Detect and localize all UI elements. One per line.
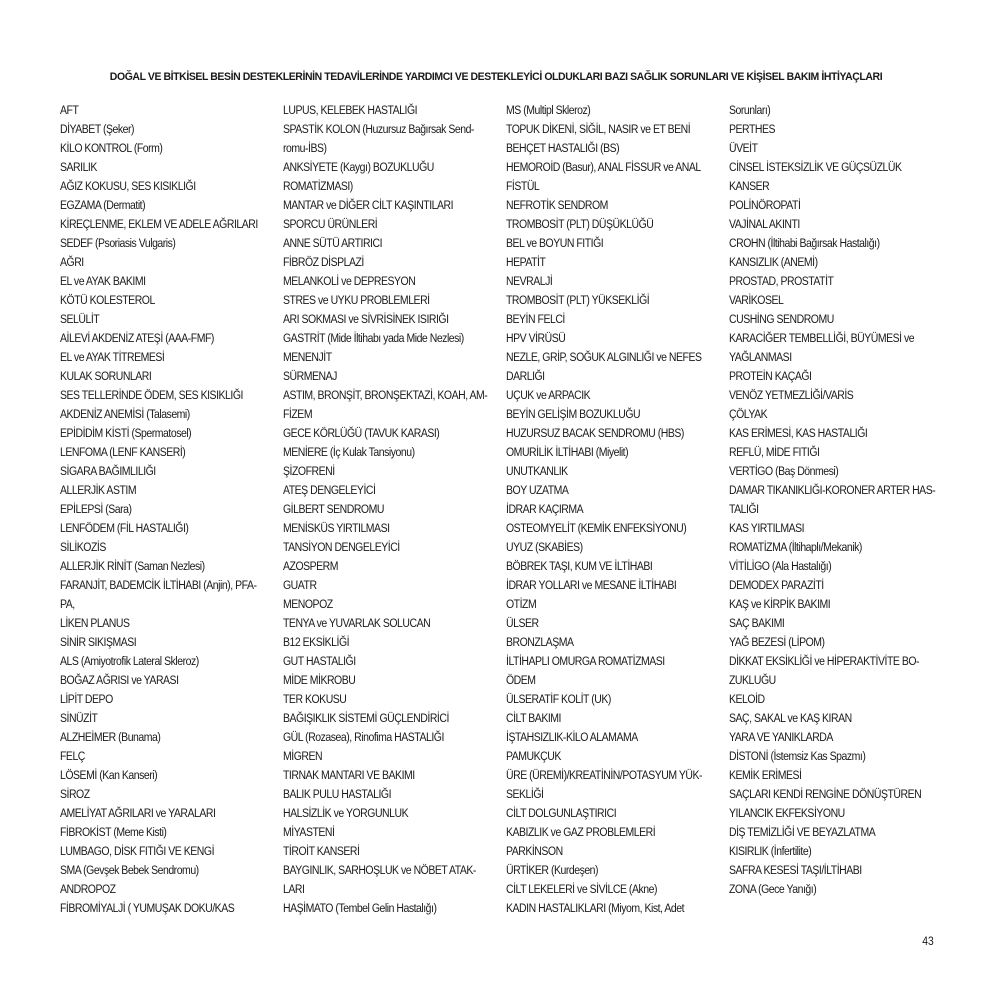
list-item: KANSIZLIK (ANEMİ)	[729, 255, 818, 269]
list-item: MANTAR ve DİĞER CİLT KAŞINTILARI	[283, 198, 454, 212]
list-item: CİLT LEKELERİ ve SİVİLCE (Akne)	[506, 882, 657, 896]
list-item: VARİKOSEL	[729, 293, 784, 307]
list-item: LİPİT DEPO	[60, 692, 113, 706]
list-item: FİBROKİST (Meme Kisti)	[60, 825, 167, 839]
list-item: ANDROPOZ	[60, 882, 116, 896]
list-item: AİLEVİ AKDENİZ ATEŞİ (AAA-FMF)	[60, 331, 214, 345]
list-item: GASTRİT (Mide İltihabı yada Mide Nezlesi)	[283, 331, 464, 345]
list-item: BÖBREK TAŞI, KUM VE İLTİHABI	[506, 559, 653, 573]
page-title: DOĞAL VE BİTKİSEL BESİN DESTEKLERİNİN TEDAVİLERİNDE YARDIMCI VE DESTEKLEYİCİ OLDUKLARI BAZI SAĞLIK SORUNLARI VE KİŞİSEL BAKIM İHTİYAÇLARI	[109, 71, 883, 83]
list-item: SAÇ, SAKAL ve KAŞ KIRAN	[729, 711, 852, 725]
list-item: TER KOKUSU	[283, 692, 347, 706]
list-item: LUMBAGO, DİSK FITIĞI VE KENGİ	[60, 844, 215, 858]
list-item: SİGARA BAĞIMLILIĞI	[60, 464, 156, 478]
list-item: MENİERE (İç Kulak Tansiyonu)	[283, 445, 415, 459]
list-item: LÖSEMİ (Kan Kanseri)	[60, 768, 158, 782]
list-item: İDRAR KAÇIRMA	[506, 502, 584, 516]
list-item: TROMBOSİT (PLT) DÜŞÜKLÜĞÜ	[506, 217, 654, 231]
list-item: YAĞLANMASI	[729, 350, 792, 364]
list-item: BOĞAZ AĞRISI ve YARASI	[60, 673, 179, 687]
list-item: ÜVEİT	[729, 141, 758, 155]
list-item: GİLBERT SENDROMU	[283, 502, 384, 516]
list-item: NEVRALJİ	[506, 274, 553, 288]
list-item: SARILIK	[60, 160, 97, 174]
list-item: BEHÇET HASTALIĞI (BS)	[506, 141, 620, 155]
list-item: KAS YIRTILMASI	[729, 521, 805, 535]
list-item: OTİZM	[506, 597, 537, 611]
list-item: İLTİHAPLI OMURGA ROMATİZMASI	[506, 654, 665, 668]
list-item: MENİSKÜS YIRTILMASI	[283, 521, 390, 535]
list-item: ALLERJİK RİNİT (Saman Nezlesi)	[60, 559, 205, 573]
list-item: BOY UZATMA	[506, 483, 569, 497]
list-item: HALSİZLİK ve YORGUNLUK	[283, 806, 409, 820]
list-item: OMURİLİK İLTİHABI (Miyelit)	[506, 445, 629, 459]
list-item: PROTEİN KAÇAĞI	[729, 369, 812, 383]
list-item: EPİDİDİM KİSTİ (Spermatosel)	[60, 426, 192, 440]
list-item: FARANJİT, BADEMCİK İLTİHABI (Anjin), PFA-	[60, 578, 257, 592]
list-item: YILANCIK EKFEKSİYONU	[729, 806, 845, 820]
list-item: SES TELLERİNDE ÖDEM, SES KISIKLIĞI	[60, 388, 243, 402]
list-item: PA,	[60, 597, 75, 611]
list-item: FELÇ	[60, 749, 85, 763]
list-item: BALIK PULU HASTALIĞI	[283, 787, 392, 801]
list-item: NEZLE, GRİP, SOĞUK ALGINLIĞI ve NEFES	[506, 350, 702, 364]
entries-columns	[60, 101, 936, 921]
list-item: LENFÖDEM (FİL HASTALIĞI)	[60, 521, 189, 535]
list-item: SMA (Gevşek Bebek Sendromu)	[60, 863, 199, 877]
list-item: BAĞIŞIKLIK SİSTEMİ GÜÇLENDİRİCİ	[283, 711, 449, 725]
list-item: LARI	[283, 882, 305, 896]
list-item: MELANKOLİ ve DEPRESYON	[283, 274, 416, 288]
list-item: DİŞ TEMİZLİĞİ VE BEYAZLATMA	[729, 825, 876, 839]
list-item: MİYASTENİ	[283, 825, 335, 839]
list-item: AMELİYAT AĞRILARI ve YARALARI	[60, 806, 216, 820]
list-item: DİYABET (Şeker)	[60, 122, 135, 136]
list-item: ANNE SÜTÜ ARTIRICI	[283, 236, 383, 250]
list-item: TANSİYON DENGELEYİCİ	[283, 540, 400, 554]
list-item: DEMODEX PARAZİTİ	[729, 578, 824, 592]
list-item: HPV VİRÜSÜ	[506, 331, 566, 345]
list-item: BEL ve BOYUN FITIĞI	[506, 236, 604, 250]
list-item: KÖTÜ KOLESTEROL	[60, 293, 155, 307]
list-item: KARACİĞER TEMBELLİĞİ, BÜYÜMESİ ve	[729, 331, 915, 345]
list-item: TOPUK DİKENİ, SİĞİL, NASIR ve ET BENİ	[506, 122, 691, 136]
list-item: KEMİK ERİMESİ	[729, 768, 802, 782]
list-item: GUATR	[283, 578, 317, 592]
list-item: HAŞİMATO (Tembel Gelin Hastalığı)	[283, 901, 437, 915]
column-3	[506, 101, 716, 918]
list-item: BEYİN FELCİ	[506, 312, 565, 326]
list-item: GÜL (Rozasea), Rinofima HASTALIĞI	[283, 730, 444, 744]
list-item: FİBROMİYALJİ ( YUMUŞAK DOKU/KAS	[60, 901, 235, 915]
list-item: AĞRI	[60, 255, 84, 269]
list-item: KADIN HASTALIKLARI (Miyom, Kist, Adet	[506, 901, 685, 915]
list-item: B12 EKSİKLİĞİ	[283, 635, 350, 649]
list-item: TALIĞI	[729, 502, 759, 516]
list-item: UYUZ (SKABİES)	[506, 540, 583, 554]
list-item: SİNİR SIKIŞMASI	[60, 635, 137, 649]
list-item: AKDENİZ ANEMİSİ (Talasemi)	[60, 407, 190, 421]
list-item: MİDE MİKROBU	[283, 673, 356, 687]
page-number: 43	[922, 936, 934, 948]
list-item: SEKLİĞİ	[506, 787, 544, 801]
list-item: HEPATİT	[506, 255, 546, 269]
list-item: SİLİKOZİS	[60, 540, 106, 554]
list-item: CİNSEL İSTEKSİZLİK VE GÜÇSÜZLÜK	[729, 160, 902, 174]
list-item: ŞİZOFRENİ	[283, 464, 335, 478]
list-item: KİREÇLENME, EKLEM VE ADELE AĞRILARI	[60, 217, 258, 231]
list-item: ROMATİZMASI)	[283, 179, 353, 193]
list-item: DAMAR TIKANIKLIĞI-KORONER ARTER HAS-	[729, 483, 936, 497]
list-item: KAŞ ve KİRPİK BAKIMI	[729, 597, 831, 611]
list-item: HEMOROİD (Basur), ANAL FİSSUR ve ANAL	[506, 160, 701, 174]
list-item: KULAK SORUNLARI	[60, 369, 152, 383]
list-item: BRONZLAŞMA	[506, 635, 574, 649]
list-item: MENOPOZ	[283, 597, 333, 611]
list-item: SAFRA KESESİ TAŞI/İLTİHABI	[729, 863, 862, 877]
list-item: YAĞ BEZESİ (LİPOM)	[729, 635, 825, 649]
column-1	[60, 101, 270, 918]
list-item: ZUKLUĞU	[729, 673, 776, 687]
list-item: ÜRE (ÜREMİ)/KREATİNİN/POTASYUM YÜK-	[506, 768, 702, 782]
list-item: romu-İBS)	[283, 141, 327, 155]
list-item: NEFROTİK SENDROM	[506, 198, 608, 212]
list-item: ÖDEM	[506, 673, 536, 687]
list-item: PARKİNSON	[506, 844, 563, 858]
list-item: AFT	[60, 103, 79, 117]
list-item: PROSTAD, PROSTATİT	[729, 274, 834, 288]
list-item: ALS (Amiyotrofik Lateral Skleroz)	[60, 654, 199, 668]
list-item: GECE KÖRLÜĞÜ (TAVUK KARASI)	[283, 426, 440, 440]
list-item: YARA VE YANIKLARDA	[729, 730, 833, 744]
list-item: HUZURSUZ BACAK SENDROMU (HBS)	[506, 426, 684, 440]
list-item: FİBRÖZ DİSPLAZİ	[283, 255, 364, 269]
list-item: SELÜLİT	[60, 312, 100, 326]
list-item: KISIRLIK (İnfertilite)	[729, 844, 812, 858]
list-item: CİLT DOLGUNLAŞTIRICI	[506, 806, 617, 820]
list-item: SİROZ	[60, 787, 90, 801]
list-item: ALLERJİK ASTIM	[60, 483, 137, 497]
list-item: MİGREN	[283, 749, 323, 763]
list-item: TIRNAK MANTARI VE BAKIMI	[283, 768, 415, 782]
list-item: ÇÖLYAK	[729, 407, 768, 421]
list-item: STRES ve UYKU PROBLEMLERİ	[283, 293, 430, 307]
list-item: CROHN (İltihabi Bağırsak Hastalığı)	[729, 236, 880, 250]
list-item: AZOSPERM	[283, 559, 339, 573]
list-item: SÜRMENAJ	[283, 369, 337, 383]
column-4	[729, 101, 936, 899]
list-item: ATEŞ DENGELEYİCİ	[283, 483, 376, 497]
list-item: LİKEN PLANUS	[60, 616, 130, 630]
list-item: ARI SOKMASI ve SİVRİSİNEK ISIRIĞI	[283, 312, 449, 326]
list-item: LUPUS, KELEBEK HASTALIĞI	[283, 103, 418, 117]
list-item: KELOİD	[729, 692, 765, 706]
list-item: KİLO KONTROL (Form)	[60, 141, 163, 155]
list-item: ALZHEİMER (Bunama)	[60, 730, 161, 744]
list-item: BEYİN GELİŞİM BOZUKLUĞU	[506, 407, 641, 421]
list-item: KAS ERİMESİ, KAS HASTALIĞI	[729, 426, 868, 440]
list-item: SAÇ BAKIMI	[729, 616, 785, 630]
list-item: GUT HASTALIĞI	[283, 654, 356, 668]
list-item: ASTIM, BRONŞİT, BRONŞEKTAZİ, KOAH, AM-	[283, 388, 488, 402]
list-item: ÜLSER	[506, 616, 539, 630]
list-item: SİNÜZİT	[60, 711, 98, 725]
list-item: Sorunları)	[729, 103, 771, 117]
list-item: VİTİLİGO (Ala Hastalığı)	[729, 559, 832, 573]
list-item: KABIZLIK ve GAZ PROBLEMLERİ	[506, 825, 656, 839]
list-item: TENYA ve YUVARLAK SOLUCAN	[283, 616, 431, 630]
list-item: ANKSİYETE (Kaygı) BOZUKLUĞU	[283, 160, 434, 174]
list-item: ZONA (Gece Yanığı)	[729, 882, 817, 896]
list-item: FİSTÜL	[506, 179, 540, 193]
list-item: FİZEM	[283, 407, 313, 421]
list-item: ÜLSERATİF KOLİT (UK)	[506, 692, 611, 706]
list-item: EL ve AYAK BAKIMI	[60, 274, 146, 288]
list-item: TROMBOSİT (PLT) YÜKSEKLİĞİ	[506, 293, 650, 307]
list-item: AĞIZ KOKUSU, SES KISIKLIĞI	[60, 179, 196, 193]
list-item: PAMUKÇUK	[506, 749, 561, 763]
list-item: VERTİGO (Baş Dönmesi)	[729, 464, 839, 478]
list-item: ROMATİZMA (İltihaplı/Mekanik)	[729, 540, 862, 554]
list-item: SAÇLARI KENDİ RENGİNE DÖNÜŞTÜREN	[729, 787, 922, 801]
list-item: DİSTONİ (İstemsiz Kas Spazmı)	[729, 749, 866, 763]
list-item: EGZAMA (Dermatit)	[60, 198, 146, 212]
list-item: CUSHİNG SENDROMU	[729, 312, 834, 326]
list-item: SPASTİK KOLON (Huzursuz Bağırsak Send-	[283, 122, 474, 136]
list-item: İDRAR YOLLARI ve MESANE İLTİHABI	[506, 578, 677, 592]
list-item: BAYGINLIK, SARHOŞLUK ve NÖBET ATAK-	[283, 863, 476, 877]
list-item: EPİLEPSİ (Sara)	[60, 502, 132, 516]
list-item: OSTEOMYELİT (KEMİK ENFEKSİYONU)	[506, 521, 687, 535]
list-item: SEDEF (Psoriasis Vulgaris)	[60, 236, 176, 250]
list-item: DARLIĞI	[506, 369, 545, 383]
column-2	[283, 101, 493, 918]
list-item: UÇUK ve ARPACIK	[506, 388, 591, 402]
list-item: CİLT BAKIMI	[506, 711, 561, 725]
list-item: TİROİT KANSERİ	[283, 844, 360, 858]
list-item: VENÖZ YETMEZLİĞİ/VARİS	[729, 388, 854, 402]
list-item: MS (Multipl Skleroz)	[506, 103, 591, 117]
list-item: POLİNÖROPATİ	[729, 198, 801, 212]
list-item: LENFOMA (LENF KANSERİ)	[60, 445, 186, 459]
list-item: KANSER	[729, 179, 770, 193]
list-item: PERTHES	[729, 122, 776, 136]
list-item: REFLÜ, MİDE FITIĞI	[729, 445, 820, 459]
list-item: DİKKAT EKSİKLİĞİ ve HİPERAKTİVİTE BO-	[729, 654, 920, 668]
list-item: UNUTKANLIK	[506, 464, 568, 478]
list-item: EL ve AYAK TİTREMESİ	[60, 350, 165, 364]
list-item: İŞTAHSIZLIK-KİLO ALAMAMA	[506, 730, 638, 744]
list-item: ÜRTİKER (Kurdeşen)	[506, 863, 599, 877]
list-item: SPORCU ÜRÜNLERİ	[283, 217, 378, 231]
list-item: VAJİNAL AKINTI	[729, 217, 800, 231]
list-item: MENENJİT	[283, 350, 332, 364]
